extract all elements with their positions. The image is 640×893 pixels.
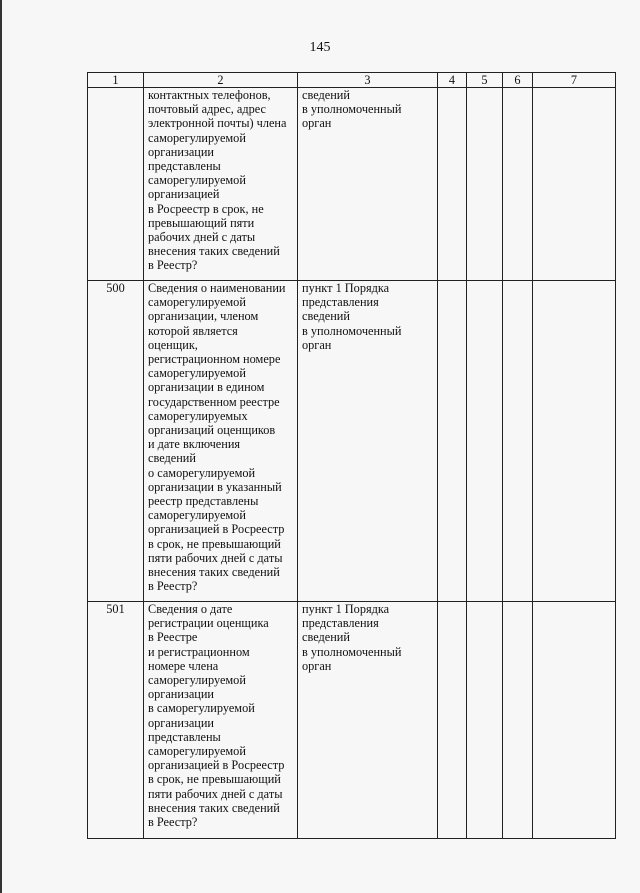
question-text: Сведения о дате регистрации оценщика в Реестре и регистрационном номере члена саморегулируемой организации в саморегулируемой организации представлены саморегулируемой организацией в Росреестр в срок, не превышающий пяти рабочих дней с даты внесения таких сведений в Реестр? bbox=[144, 602, 298, 839]
answer-cell bbox=[503, 281, 533, 602]
answer-cell bbox=[438, 88, 467, 281]
page-number: 145 bbox=[309, 40, 331, 55]
column-header: 4 bbox=[438, 73, 467, 88]
question-text: Сведения о наименовании саморегулируемой организации, членом которой является оценщик, регистрационном номере саморегулируемой организации в едином государственном реестре саморегулируемых организаций оценщиков и дате включения сведений о саморегулируемой организации в указанный реестр представлены саморегулируемой организацией в Росреестр в срок, не превышающий пяти рабочих дней с даты внесения таких сведений в Реестр? bbox=[144, 281, 298, 602]
note-cell bbox=[533, 602, 616, 839]
answer-cell bbox=[438, 602, 467, 839]
column-header: 2 bbox=[144, 73, 298, 88]
column-header: 5 bbox=[467, 73, 503, 88]
table-row bbox=[88, 602, 616, 839]
column-header: 3 bbox=[298, 73, 438, 88]
legal-basis: сведений в уполномоченный орган bbox=[298, 88, 438, 281]
header-row bbox=[88, 73, 616, 88]
table-row bbox=[88, 88, 616, 281]
answer-cell bbox=[467, 602, 503, 839]
row-number bbox=[88, 88, 144, 281]
note-cell bbox=[533, 281, 616, 602]
column-header: 6 bbox=[503, 73, 533, 88]
answer-cell bbox=[467, 281, 503, 602]
answer-cell bbox=[467, 88, 503, 281]
answer-cell bbox=[503, 88, 533, 281]
scan-edge bbox=[0, 0, 2, 893]
answer-cell bbox=[438, 281, 467, 602]
row-number: 501 bbox=[88, 602, 144, 839]
table-row bbox=[88, 281, 616, 602]
answer-cell bbox=[503, 602, 533, 839]
legal-basis: пункт 1 Порядка представления сведений в уполномоченный орган bbox=[298, 281, 438, 602]
column-header: 7 bbox=[533, 73, 616, 88]
question-text: контактных телефонов, почтовый адрес, адрес электронной почты) члена саморегулируемой организации представлены саморегулируемой организацией в Росреестр в срок, не превышающий пяти рабочих дней с даты внесения таких сведений в Реестр? bbox=[144, 88, 298, 281]
legal-basis: пункт 1 Порядка представления сведений в уполномоченный орган bbox=[298, 602, 438, 839]
note-cell bbox=[533, 88, 616, 281]
checklist-table bbox=[87, 72, 616, 839]
row-number: 500 bbox=[88, 281, 144, 602]
column-header: 1 bbox=[88, 73, 144, 88]
